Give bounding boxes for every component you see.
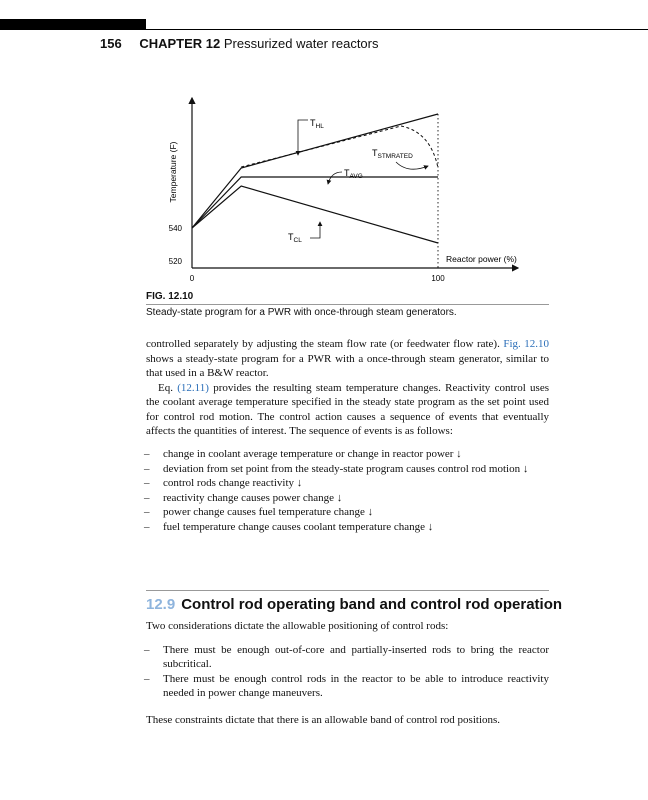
chapter-title: Pressurized water reactors [223, 36, 379, 51]
list-item: – deviation from set point from the steady-state program causes control rod motion ↓ [146, 462, 549, 477]
list-item: – power change causes fuel temperature change ↓ [146, 505, 549, 520]
paragraph-2: Eq. (12.11) provides the resulting steam temperature changes. Reactivity control uses the coolant average temperature specified in the steady state program as the set point used for control rod motion. The control action causes a sequence of events that eventually affects the quantities of interest. The sequence of events is as follows: [146, 381, 549, 437]
chapter-label: CHAPTER 12 [139, 36, 221, 51]
list-item: – fuel temperature change causes coolant temperature change ↓ [146, 520, 549, 535]
y-tick-label: 540 [168, 224, 182, 233]
series-line-tstmrated [241, 126, 438, 168]
series-label-tcl: $T_{CL}$ [288, 232, 302, 244]
series-label-tavg: $T_{AVG}$ [344, 168, 363, 180]
series-line-tcl [192, 186, 438, 243]
list-item: – reactivity change causes power change ↓ [146, 491, 549, 506]
steady-state-program-chart [146, 92, 536, 292]
list-item: – change in coolant average temperature or change in reactor power ↓ [146, 447, 549, 462]
list-item: – There must be enough out-of-core and partially-inserted rods to bring the reactor subcritical. [146, 643, 549, 672]
x-tick-label: 0 [189, 274, 195, 283]
header-rule [146, 29, 648, 30]
section-intro: Two considerations dictate the allowable positioning of control rods: [146, 620, 449, 632]
event-list-container [146, 447, 549, 534]
leader-arrow [396, 162, 428, 169]
fig-reference-link[interactable]: Fig. 12.10 [503, 338, 550, 350]
series-label-tstmrated: $T_{STMRATED}$ [372, 148, 413, 160]
body-text [146, 337, 549, 439]
section-title: Control rod operating band and control rod operation [181, 596, 563, 613]
section-closing: These constraints dictate that there is an allowable band of control rod positions. [146, 713, 501, 726]
figure-caption: Steady-state program for a PWR with once-through steam generators. [146, 307, 457, 318]
series-line-tavg [192, 177, 438, 228]
header-bar [0, 19, 146, 30]
event-list [146, 447, 549, 534]
section-rule [146, 590, 549, 591]
section-heading [146, 596, 562, 613]
leader-arrow [310, 222, 320, 238]
paragraph-1: controlled separately by adjusting the steam flow rate (or feedwater flow rate). Fig. 12.10 shows a steady-state program for a PWR with a once-through steam generator, similar to that used in a B&W reactor. [146, 338, 550, 379]
leader-arrow [328, 172, 342, 184]
series-label-thl: $T_{HL}$ [310, 118, 324, 130]
consideration-list [146, 643, 549, 701]
figure-rule [146, 304, 549, 305]
figure-label: FIG. 12.10 [146, 291, 194, 302]
page-number: 156 [100, 36, 122, 51]
section-body [146, 619, 549, 727]
running-header [100, 36, 379, 51]
series-line-thl [192, 114, 438, 228]
list-item: – control rods change reactivity ↓ [146, 476, 549, 491]
x-axis-label: Reactor power (%) [446, 254, 517, 264]
x-tick-label: 100 [431, 274, 445, 283]
list-item: – There must be enough control rods in the reactor to be able to introduce reactivity needed in power change maneuvers. [146, 672, 549, 701]
eq-reference-link[interactable]: (12.11) [177, 381, 209, 394]
y-tick-label: 520 [168, 257, 182, 266]
y-axis-label: Temperature (F) [168, 141, 178, 203]
section-number: 12.9 [146, 596, 176, 613]
